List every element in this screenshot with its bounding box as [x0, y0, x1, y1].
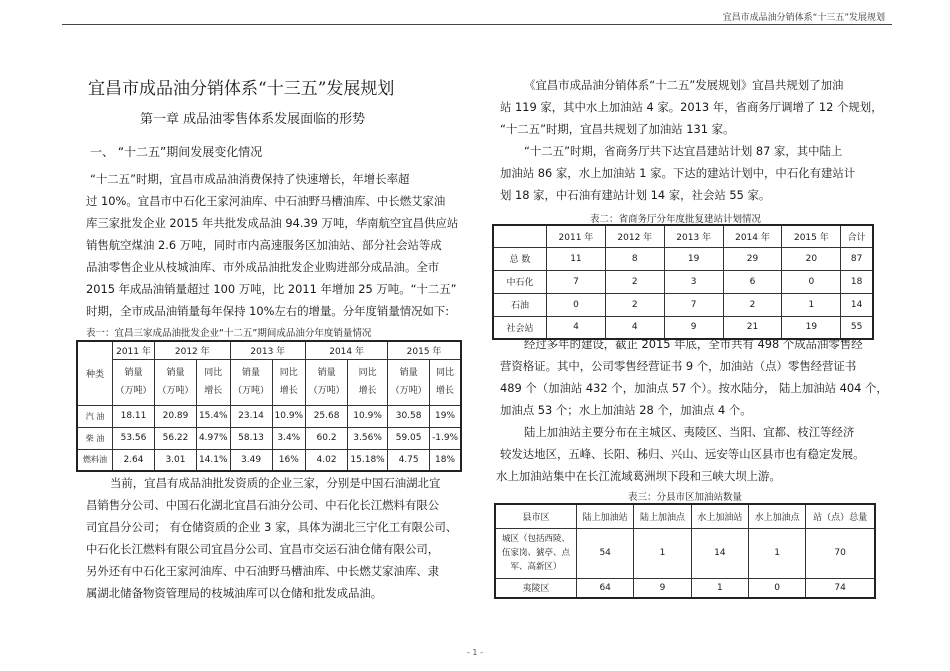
sales-col-header: 销量 （万吨） — [113, 359, 155, 405]
paragraph-line: 品油零售企业从枝城油库、市外成品油批发企业购进部分成品油。全市 — [86, 260, 440, 274]
row-label: 总 数 — [493, 247, 547, 270]
cell: 9 — [634, 578, 691, 598]
cell: 3.4% — [272, 427, 306, 449]
cell: 9 — [664, 316, 723, 339]
paragraph-line: “十二五”时期，省商务厅共下达宜昌建站计划 87 家，其中陆上 — [524, 144, 843, 158]
row-label: 社会站 — [493, 316, 547, 339]
cell: 2 — [605, 270, 664, 293]
cell: 1 — [782, 293, 841, 316]
table-row — [77, 449, 461, 471]
table1-caption: 表一：宜昌三家成品油批发企业“十二五”期间成品油分年度销量情况 — [86, 328, 372, 339]
header-cell: 县市区 — [495, 504, 577, 528]
paragraph-line: 时期，全市成品油销量每年保持 10%左右的增量。分年度销量情况如下: — [86, 304, 450, 318]
paragraph-line: 库三家批发企业 2015 年共批发成品油 94.39 万吨，华南航空宜昌供应站 — [86, 216, 459, 230]
table-row — [77, 427, 461, 449]
paragraph-line: 属湖北储备物资管理局的枝城油库可以仓储和批发成品油。 — [86, 586, 383, 600]
header-cell: 水上加油点 — [748, 504, 805, 528]
year-header: 2014 年 — [306, 341, 388, 359]
table-row — [493, 293, 873, 316]
page-number: - 1 - — [467, 648, 483, 657]
left-intro — [86, 168, 459, 322]
header-cell: 陆上加油站 — [577, 504, 634, 528]
cell: 14 — [841, 293, 873, 316]
cell: 19 — [782, 316, 841, 339]
paragraph-line: 过 10%。宜昌市中石化王家河油库、中石油野马槽油库、中长燃艾家油 — [86, 194, 446, 208]
right-body — [496, 333, 888, 487]
table-row — [493, 225, 873, 247]
paragraph-line: 2015 年成品油销量超过 100 万吨，比 2011 年增加 25 万吨。“十二五” — [86, 282, 457, 296]
county-table — [494, 503, 876, 599]
row-label: 汽 油 — [77, 405, 113, 427]
paragraph-line: 昌销售分公司、中国石化湖北宜昌石油分公司、中石化长江燃料有限公 — [86, 498, 440, 512]
paragraph-line: “十二五”时期，宜昌市成品油消费保持了快速增长，年增长率超 — [90, 172, 410, 186]
sales-col-header: 销量 （万吨） — [306, 359, 348, 405]
header-cell: 2013 年 — [664, 225, 723, 247]
cell: 3.56% — [348, 427, 388, 449]
cell: 4 — [605, 316, 664, 339]
table3-caption: 表三：分县市区加油站数量 — [628, 492, 743, 503]
paragraph-line: “十二五”时期，宜昌共规划了加油站 131 家。 — [500, 122, 735, 136]
table-row — [495, 528, 875, 578]
cell: 7 — [664, 293, 723, 316]
cell: 60.2 — [306, 427, 348, 449]
cell: 2 — [605, 293, 664, 316]
sales-col-header: 销量 （万吨） — [388, 359, 430, 405]
cell: 7 — [547, 270, 606, 293]
cell: 16% — [272, 449, 306, 471]
row-label: 燃料油 — [77, 449, 113, 471]
year-header: 2013 年 — [230, 341, 306, 359]
header-cell: 2014 年 — [723, 225, 782, 247]
paragraph-line: 《宜昌市成品油分销体系“十二五”发展规划》宜昌共规划了加油 — [524, 78, 844, 92]
header-rule — [62, 24, 892, 25]
running-header: 宜昌市成品油分销体系“十三五”发展规划 — [722, 13, 885, 23]
year-header: 2012 年 — [154, 341, 230, 359]
paragraph-line: 中石化长江燃料有限公司宜昌分公司、宜昌市交运石油仓储有限公司， — [86, 542, 440, 556]
table-row — [493, 247, 873, 270]
cell: 4.97% — [196, 427, 230, 449]
cell: 56.22 — [154, 427, 196, 449]
cell: 4.02 — [306, 449, 348, 471]
header-cell: 陆上加油点 — [634, 504, 691, 528]
header-cell — [493, 225, 547, 247]
cell: 1 — [634, 528, 691, 578]
cell: 20.89 — [154, 405, 196, 427]
header-cell: 站（点）总量 — [806, 504, 875, 528]
paragraph-line: 489 个（加油站 432 个，加油点 57 个）。按水陆分， 陆上加油站 404 个， — [500, 381, 888, 395]
cell: 3.49 — [230, 449, 272, 471]
cell: 18 — [841, 270, 873, 293]
header-cell: 水上加油站 — [691, 504, 748, 528]
row-label: 石油 — [493, 293, 547, 316]
paragraph-line: 经过多年的建设，截止 2015 年底，全市共有 498 个成品油零售经 — [524, 337, 863, 351]
cell: 10.9% — [348, 405, 388, 427]
cell: 18.11 — [113, 405, 155, 427]
row-label: 柴 油 — [77, 427, 113, 449]
cell: 30.58 — [388, 405, 430, 427]
cell: 21 — [723, 316, 782, 339]
cell: 15.18% — [348, 449, 388, 471]
cell: 25.68 — [306, 405, 348, 427]
row-label: 中石化 — [493, 270, 547, 293]
paragraph-line: 陆上加油站主要分布在主城区、夷陵区、当阳、宜都、枝江等经济 — [524, 425, 855, 439]
paragraph-line: 司宜昌分公司； 有仓储资质的企业 3 家，具体为湖北三宁化工有限公司、 — [86, 520, 458, 534]
year-header: 2011 年 — [113, 341, 155, 359]
cell: 59.05 — [388, 427, 430, 449]
header-cell: 合计 — [841, 225, 873, 247]
cell: 3.01 — [154, 449, 196, 471]
cell: 55 — [841, 316, 873, 339]
paragraph-line: 销售航空煤油 2.6 万吨，同时市内高速服务区加油站、部分社会站等成 — [86, 238, 442, 252]
cell: 15.4% — [196, 405, 230, 427]
left-body — [86, 472, 457, 604]
cell: 58.13 — [230, 427, 272, 449]
paragraph-line: 加油站 86 家，水上加油站 1 家。下达的建站计划中，中石化有建站计 — [500, 166, 856, 180]
cell: 8 — [605, 247, 664, 270]
sales-col-header: 销量 （万吨） — [154, 359, 196, 405]
year-header: 2015 年 — [388, 341, 461, 359]
paragraph-line: 加油点 53 个；水上加油站 28 个，加油点 4 个。 — [500, 403, 752, 417]
cell: 2.64 — [113, 449, 155, 471]
yoy-col-header: 同比 增长 — [272, 359, 306, 405]
cell: 20 — [782, 247, 841, 270]
cell: 19% — [430, 405, 461, 427]
cell: -1.9% — [430, 427, 461, 449]
cell: 23.14 — [230, 405, 272, 427]
cell: 14 — [691, 528, 748, 578]
cell: 3 — [664, 270, 723, 293]
cell: 10.9% — [272, 405, 306, 427]
cell: 87 — [841, 247, 873, 270]
table-row — [495, 578, 875, 598]
kind-header: 种类 — [77, 341, 113, 405]
cell: 14.1% — [196, 449, 230, 471]
cell: 19 — [664, 247, 723, 270]
cell: 4.75 — [388, 449, 430, 471]
header-cell: 2011 年 — [547, 225, 606, 247]
paragraph-line: 营资格证。其中，公司零售经营证书 9 个，加油站（点）零售经营证书 — [500, 359, 857, 373]
document-title: 宜昌市成品油分销体系“十三五”发展规划 — [88, 79, 395, 99]
cell: 1 — [748, 528, 805, 578]
right-intro — [500, 74, 883, 206]
header-cell: 2012 年 — [605, 225, 664, 247]
yoy-col-header: 同比 增长 — [348, 359, 388, 405]
plan-table — [492, 224, 874, 340]
paragraph-line: 另外还有中石化王家河油库、中石油野马槽油库、中长燃艾家油库、隶 — [86, 564, 440, 578]
cell: 0 — [782, 270, 841, 293]
cell: 29 — [723, 247, 782, 270]
cell: 18% — [430, 449, 461, 471]
cell: 0 — [748, 578, 805, 598]
paragraph-line: 划 18 家，中石油有建站计划 14 家，社会站 55 家。 — [500, 188, 771, 202]
section-heading: 一、 “十二五”期间发展变化情况 — [90, 145, 263, 159]
sales-col-header: 销量 （万吨） — [230, 359, 272, 405]
table-row — [495, 504, 875, 528]
cell: 0 — [547, 293, 606, 316]
cell: 64 — [577, 578, 634, 598]
paragraph-line: 较发达地区，五峰、长阳、秭归、兴山、远安等山区县市也有稳定发展。 — [500, 447, 865, 461]
cell: 53.56 — [113, 427, 155, 449]
cell: 1 — [691, 578, 748, 598]
cell: 11 — [547, 247, 606, 270]
row-label: 夷陵区 — [495, 578, 577, 598]
table2-caption: 表二：省商务厅分年度批复建站计划情况 — [590, 214, 762, 225]
paragraph-line: 水上加油站集中在长江流域葛洲坝下段和三峡大坝上游。 — [496, 469, 781, 483]
cell: 4 — [547, 316, 606, 339]
cell: 6 — [723, 270, 782, 293]
cell: 70 — [806, 528, 875, 578]
header-cell: 2015 年 — [782, 225, 841, 247]
sales-table — [76, 340, 462, 472]
table-row — [493, 270, 873, 293]
cell: 54 — [577, 528, 634, 578]
cell: 2 — [723, 293, 782, 316]
paragraph-line: 当前，宜昌有成品油批发资质的企业三家，分别是中国石油湖北宜 — [110, 476, 441, 490]
cell: 74 — [806, 578, 875, 598]
paragraph-line: 站 119 家，其中水上加油站 4 家。2013 年，省商务厅调增了 12 个规划， — [500, 100, 883, 114]
yoy-col-header: 同比 增长 — [196, 359, 230, 405]
row-label: 城区（包括西陵、 伍家岗、猇亭、点 军、高新区） — [495, 528, 577, 578]
table-row — [77, 405, 461, 427]
yoy-col-header: 同比 增长 — [430, 359, 461, 405]
chapter-heading: 第一章 成品油零售体系发展面临的形势 — [140, 112, 366, 127]
